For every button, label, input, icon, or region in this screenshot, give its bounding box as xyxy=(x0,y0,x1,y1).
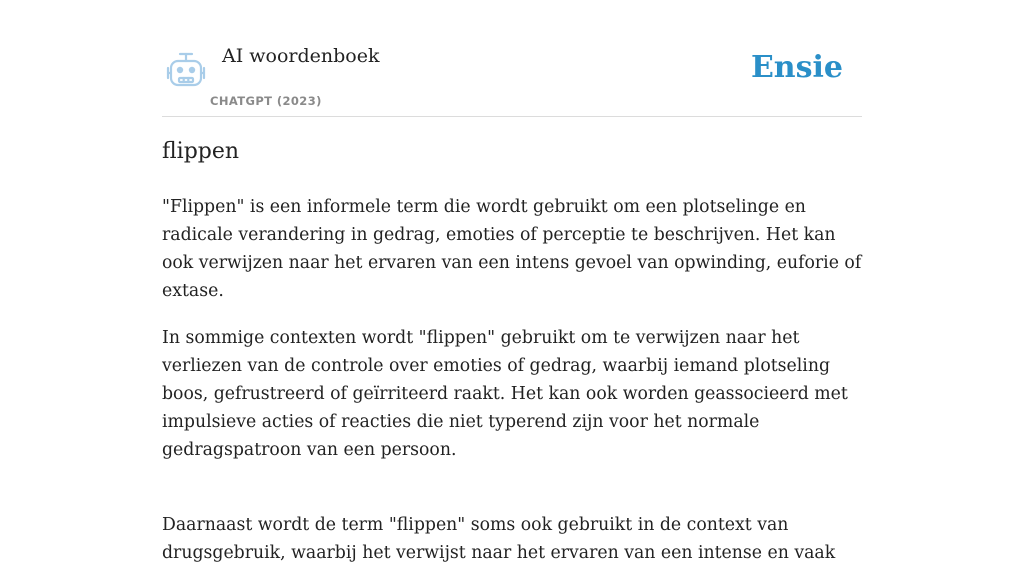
robot-icon xyxy=(164,50,208,92)
dictionary-name[interactable]: AI woordenboek xyxy=(222,45,380,67)
brand-logo-link[interactable]: Ensie xyxy=(750,50,843,85)
definition-paragraph: In sommige contexten wordt "flippen" gebruikt om te verwijzen naar het verliezen van de controle over emoties of gedrag, waarbij iemand plotseling boos, gefrustreerd of geïrriteerd raakt. Het kan ook worden geassocieerd met impulsieve acties of reacties die niet typerend zijn voor het normale gedragspatroon van een persoon. xyxy=(162,328,848,460)
entry-term: flippen xyxy=(162,139,240,164)
dictionary-header xyxy=(162,0,862,117)
definition-paragraph: Daarnaast wordt de term "flippen" soms ook gebruikt in de context van drugsgebruik, waarbij het verwijst naar het ervaren van een intense en vaak xyxy=(162,515,836,563)
definition-paragraph: "Flippen" is een informele term die wordt gebruikt om een plotselinge en radicale verandering in gedrag, emoties of perceptie te beschrijven. Het kan ook verwijzen naar het ervaren van een intens gevoel van opwinding, euforie of extase. xyxy=(162,197,862,301)
entry-definition xyxy=(162,193,862,586)
source-label: CHATGPT (2023) xyxy=(210,94,322,108)
